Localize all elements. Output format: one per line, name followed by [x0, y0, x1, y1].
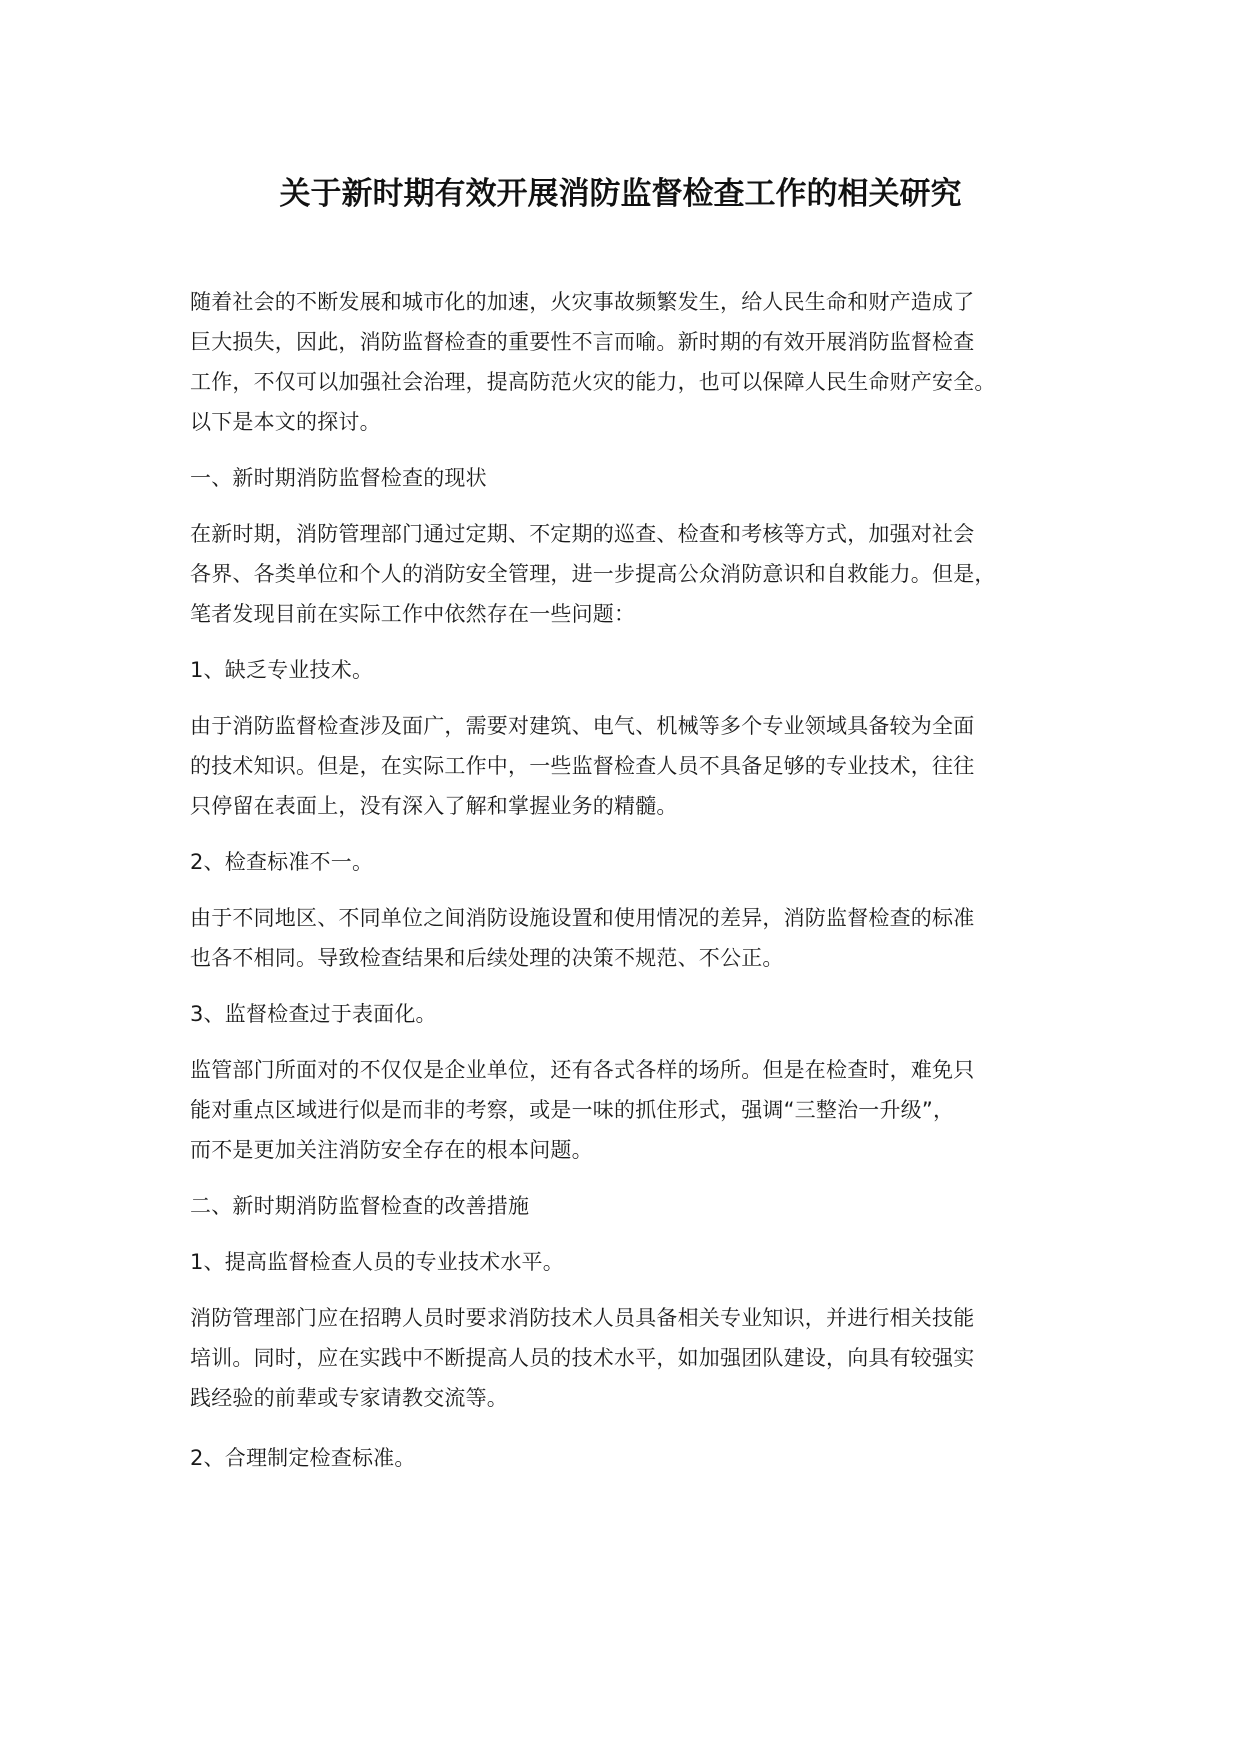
measure-heading-1: 1、提高监督检查人员的专业技术水平。: [190, 1250, 564, 1274]
issue-paragraph-2: 由于不同地区、不同单位之间消防设施设置和使用情况的差异，消防监督检查的标准 也各不相同。导致检查结果和后续处理的决策不规范、不公正。: [190, 906, 975, 970]
issue-heading-2: 2、检查标准不一。: [190, 850, 374, 874]
issue-paragraph-1: 由于消防监督检查涉及面广，需要对建筑、电气、机械等多个专业领域具备较为全面 的技术知识。但是，在实际工作中，一些监督检查人员不具备足够的专业技术，往往 只停留在表面上，没有深入了解和掌握业务的精髓。: [190, 714, 975, 818]
section-heading-2: 二、新时期消防监督检查的改善措施: [190, 1194, 530, 1218]
issue-heading-3: 3、监督检查过于表面化。: [190, 1002, 437, 1026]
measure-paragraph-1: 消防管理部门应在招聘人员时要求消防技术人员具备相关专业知识，并进行相关技能 培训。同时，应在实践中不断提高人员的技术水平，如加强团队建设，向具有较强实 践经验的前辈或专家请教交流等。: [190, 1306, 975, 1410]
measure-heading-2: 2、合理制定检查标准。: [190, 1446, 416, 1470]
intro-paragraph: 随着社会的不断发展和城市化的加速，火灾事故频繁发生，给人民生命和财产造成了 巨大损失，因此，消防监督检查的重要性不言而喻。新时期的有效开展消防监督检查 工作，不仅可以加强社会治理，提高防范火灾的能力，也可以保障人民生命财产安全。 以下是本文的探讨。: [190, 290, 996, 434]
section-heading-1: 一、新时期消防监督检查的现状: [190, 466, 487, 490]
document-body: [190, 282, 1090, 1478]
status-paragraph: 在新时期，消防管理部门通过定期、不定期的巡查、检查和考核等方式，加强对社会 各界、各类单位和个人的消防安全管理，进一步提高公众消防意识和自救能力。但是， 笔者发现目前在实际工作中依然存在一些问题：: [190, 522, 996, 626]
document-title: 关于新时期有效开展消防监督检查工作的相关研究: [279, 176, 962, 212]
issue-paragraph-3: 监管部门所面对的不仅仅是企业单位，还有各式各样的场所。但是在检查时，难免只 能对重点区域进行似是而非的考察，或是一味的抓住形式，强调“三整治一升级”， 而不是更加关注消防安全存在的根本问题。: [190, 1058, 975, 1162]
issue-heading-1: 1、缺乏专业技术。: [190, 658, 374, 682]
